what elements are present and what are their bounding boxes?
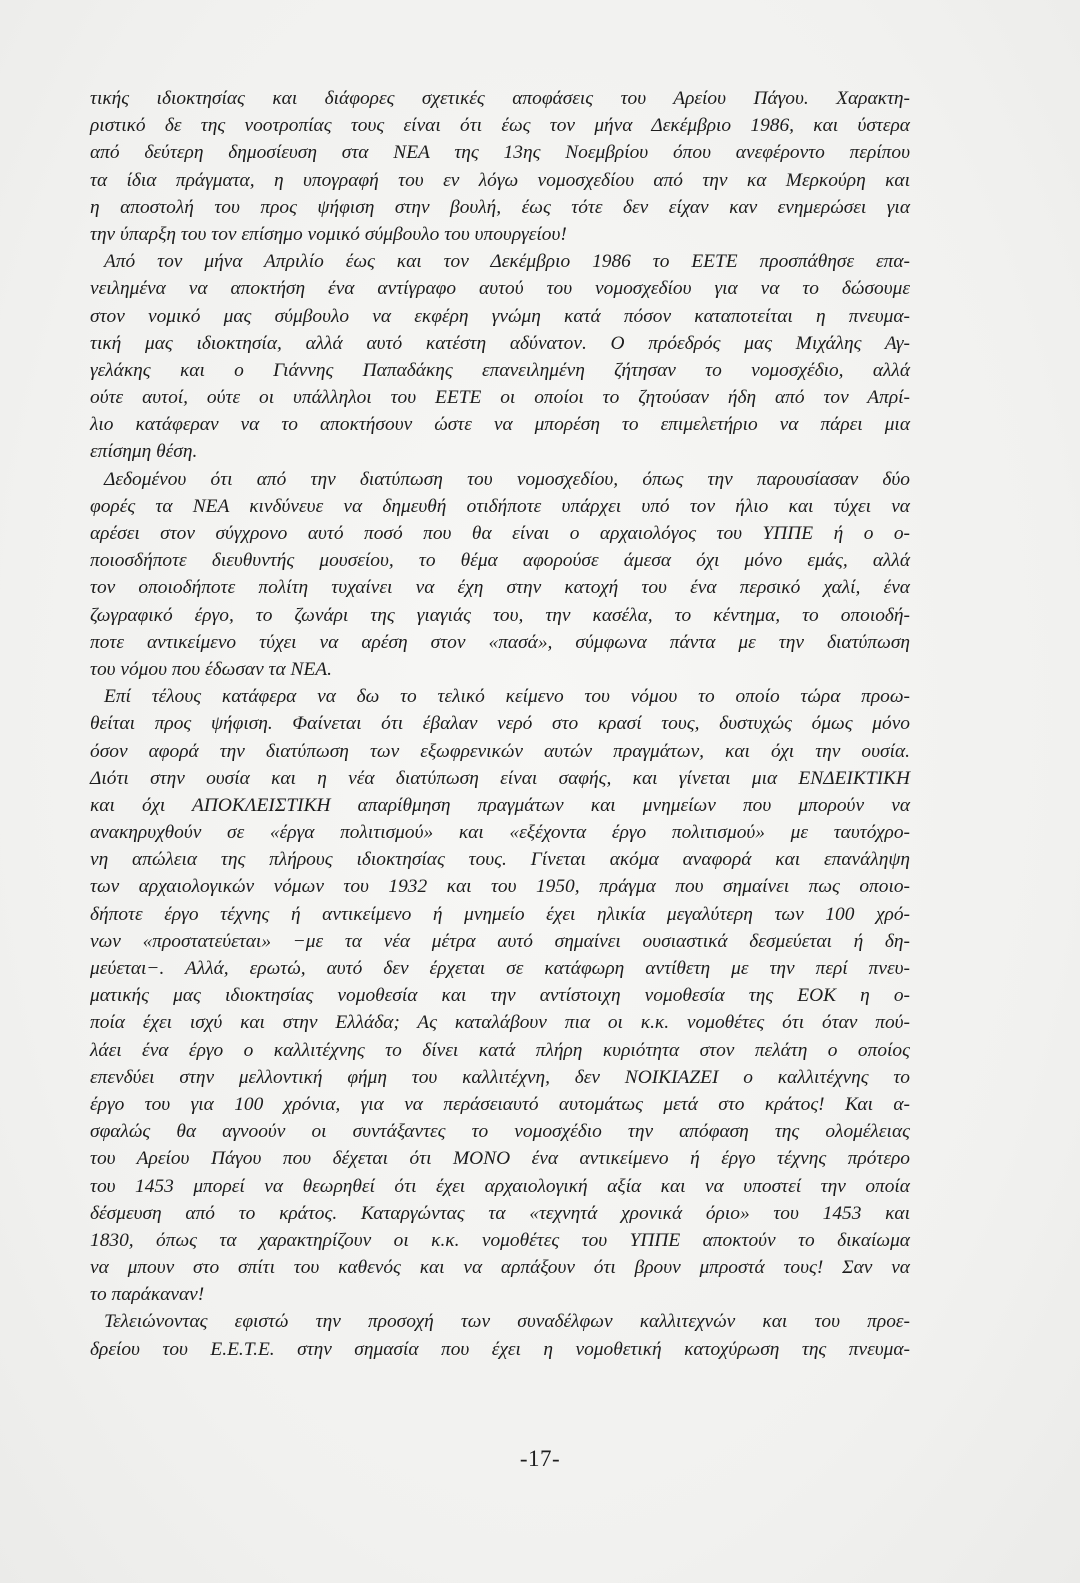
text-line: τον οποιοδήποτε πολίτη τυχαίνει να έχη στην κατοχή του ένα περσικό χαλί, ένα	[90, 577, 910, 599]
page-number: -17-	[519, 1446, 561, 1471]
text-line: 1830, όπως τα χαρακτηρίζουν οι κ.κ. νομοθέτες του ΥΠΠΕ αποκτούν το δικαίωμα	[90, 1229, 910, 1251]
text-line: λιο κατάφεραν να το αποκτήσουν ώστε να μπορέση το επιμελετήριο να πάρει μια	[90, 414, 910, 436]
text-line: του νόμου που έδωσαν τα ΝΕΑ.	[90, 658, 332, 680]
paragraph-2	[90, 248, 910, 466]
text-line: από δεύτερη δημοσίευση στα ΝΕΑ της 13ης Νοεμβρίου όπου ανεφέροντο περίπου	[90, 142, 910, 164]
text-line: των αρχαιολογικών νόμων του 1932 και του 1950, πράγμα που σημαίνει πως οποιο-	[90, 876, 910, 898]
text-line: ούτε αυτοί, ούτε οι υπάλληλοι του ΕΕΤΕ οι οποίοι το ζητούσαν ήδη από τον Απρί-	[90, 387, 910, 409]
text-line: τική μας ιδιοκτησία, αλλά αυτό κατέστη αδύνατον. Ο πρόεδρός μας Μιχάλης Αγ-	[90, 332, 910, 354]
text-line: η αποστολή του προς ψήφιση στην βουλή, έως τότε δεν είχαν καν ενημερώσει για	[90, 196, 910, 218]
text-line: γελάκης και ο Γιάννης Παπαδάκης επανειλημένη ζήτησαν το νομοσχέδιο, αλλά	[90, 359, 910, 381]
text-line: ποτε αντικείμενο τύχει να αρέση στον «πασά», σύμφωνα πάντα με την διατύπωση	[90, 631, 910, 653]
text-line: να μπουν στο σπίτι του καθενός και να αρπάξουν ότι βρουν μπροστά τους! Σαν να	[90, 1257, 910, 1279]
text-line: δρείου του Ε.Ε.Τ.Ε. στην σημασία που έχει η νομοθετική κατοχύρωση της πνευμα-	[90, 1338, 910, 1360]
text-line: ποία έχει ισχύ και στην Ελλάδα; Ας καταλάβουν πια οι κ.κ. νομοθέτες ότι όταν πού-	[90, 1012, 910, 1034]
text-line: του Αρείου Πάγου που δέχεται ότι ΜΟΝΟ ένα αντικείμενο ή έργο τέχνης πρότερο	[90, 1148, 910, 1170]
text-line: λάει ένα έργο ο καλλιτέχνης το δίνει κατά πλήρη κυριότητα στον πελάτη ο οποίος	[90, 1039, 910, 1061]
text-line: επίσημη θέση.	[90, 441, 198, 463]
text-line: ματικής μας ιδιοκτησίας νομοθεσία και την αντίστοιχη νομοθεσία της ΕΟΚ η ο-	[90, 985, 910, 1007]
body-text	[90, 85, 910, 1363]
text-line: νειλημένα να αποκτήση ένα αντίγραφο αυτού του νομοσχεδίου για να το δώσουμε	[90, 278, 910, 300]
text-line: ανακηρυχθούν σε «έργα πολιτισμού» και «εξέχοντα έργο πολιτισμού» με ταυτόχρο-	[90, 822, 910, 844]
text-line: Από τον μήνα Απριλίο έως και τον Δεκέμβριο 1986 το ΕΕΤΕ προσπάθησε επα-	[104, 251, 910, 273]
text-line: έργο του για 100 χρόνια, για να περάσειαυτό αυτομάτως μετά στο κράτος! Και α-	[90, 1093, 910, 1115]
text-line: Διότι στην ουσία και η νέα διατύπωση είναι σαφής, και γίνεται μια ΕΝΔΕΙΚΤΙΚΗ	[90, 767, 910, 789]
text-line: δήποτε έργο τέχνης ή αντικείμενο ή μνημείο έχει ηλικία μεγαλύτερη των 100 χρό-	[90, 903, 910, 925]
text-line: ριστικό δε της νοοτροπίας τους είναι ότι έως τον μήνα Δεκέμβριο 1986, και ύστερα	[90, 115, 910, 137]
text-line: Δεδομένου ότι από την διατύπωση του νομοσχεδίου, όπως την παρουσίασαν δύο	[104, 468, 910, 490]
text-line: φορές τα ΝΕΑ κινδύνευε να δημευθή οτιδήποτε υπάρχει υπό τον ήλιο και τύχει να	[90, 495, 910, 517]
text-line: νων «προστατεύεται» −με τα νέα μέτρα αυτό σημαίνει ουσιαστικά δεσμεύεται ή δη-	[90, 930, 910, 952]
paragraph-4	[90, 683, 910, 1308]
text-line: Τελειώνοντας εφιστώ την προσοχή των συναδέλφων καλλιτεχνών και του προε-	[104, 1311, 910, 1333]
text-line: μεύεται−. Αλλά, ερωτώ, αυτό δεν έρχεται σε κατάφωρη αντίθετη με την περί πνευ-	[90, 958, 910, 979]
text-line: νη απώλεια της πλήρους ιδιοκτησίας τους. Γίνεται ακόμα αναφορά και επανάληψη	[90, 849, 910, 871]
text-line: τικής ιδιοκτησίας και διάφορες σχετικές αποφάσεις του Αρείου Πάγου. Χαρακτη-	[90, 88, 910, 109]
text-line: όσον αφορά την διατύπωση των εξωφρενικών αυτών πραγμάτων, και όχι την ουσία.	[90, 740, 910, 762]
paragraph-5	[90, 1308, 910, 1362]
text-line: και όχι ΑΠΟΚΛΕΙΣΤΙΚΗ απαρίθμηση πραγμάτων και μνημείων που μπορούν να	[90, 794, 910, 816]
text-line: σφαλώς θα αγνοούν οι συντάξαντες το νομοσχέδιο την απόφαση της ολομέλειας	[90, 1121, 910, 1143]
text-line: αρέσει στον σύγχρονο αυτό ποσό που θα είναι ο αρχαιολόγος του ΥΠΠΕ ή ο ο-	[90, 523, 910, 544]
text-line: δέσμευση από το κράτος. Καταργώντας τα «τεχνητά χρονικά όριο» του 1453 και	[90, 1202, 910, 1224]
text-line: ζωγραφικό έργο, το ζωνάρι της γιαγιάς του, την κασέλα, το κέντημα, το οποιοδή-	[90, 604, 910, 626]
text-line: στον νομικό μας σύμβουλο να εκφέρη γνώμη κατά πόσον καταποτείται η πνευμα-	[90, 305, 910, 327]
text-line: τα ίδια πράγματα, η υπογραφή του εν λόγω νομοσχεδίου από την κα Μερκούρη και	[90, 169, 910, 191]
text-line: θείται προς ψήφιση. Φαίνεται ότι έβαλαν νερό στο κρασί τους, δυστυχώς όμως μόνο	[90, 713, 910, 735]
paragraph-1	[90, 85, 910, 248]
text-line: την ύπαρξη του τον επίσημο νομικό σύμβουλο του υπουργείου!	[90, 223, 567, 245]
text-line: του 1453 μπορεί να θεωρηθεί ότι έχει αρχαιολογική αξία και να υποστεί την οποία	[90, 1175, 910, 1197]
text-line: ποιοσδήποτε διευθυντής μουσείου, το θέμα αφορούσε άμεσα όχι μόνο εμάς, αλλά	[90, 550, 910, 572]
text-line: επενδύει στην μελλοντική φήμη του καλλιτέχνη, δεν ΝΟΙΚΙΑΖΕΙ ο καλλιτέχνης το	[90, 1066, 910, 1088]
text-line: Επί τέλους κατάφερα να δω το τελικό κείμενο του νόμου το οποίο τώρα προω-	[104, 686, 910, 708]
paragraph-3	[90, 466, 910, 684]
text-line: το παράκαναν!	[90, 1284, 205, 1306]
